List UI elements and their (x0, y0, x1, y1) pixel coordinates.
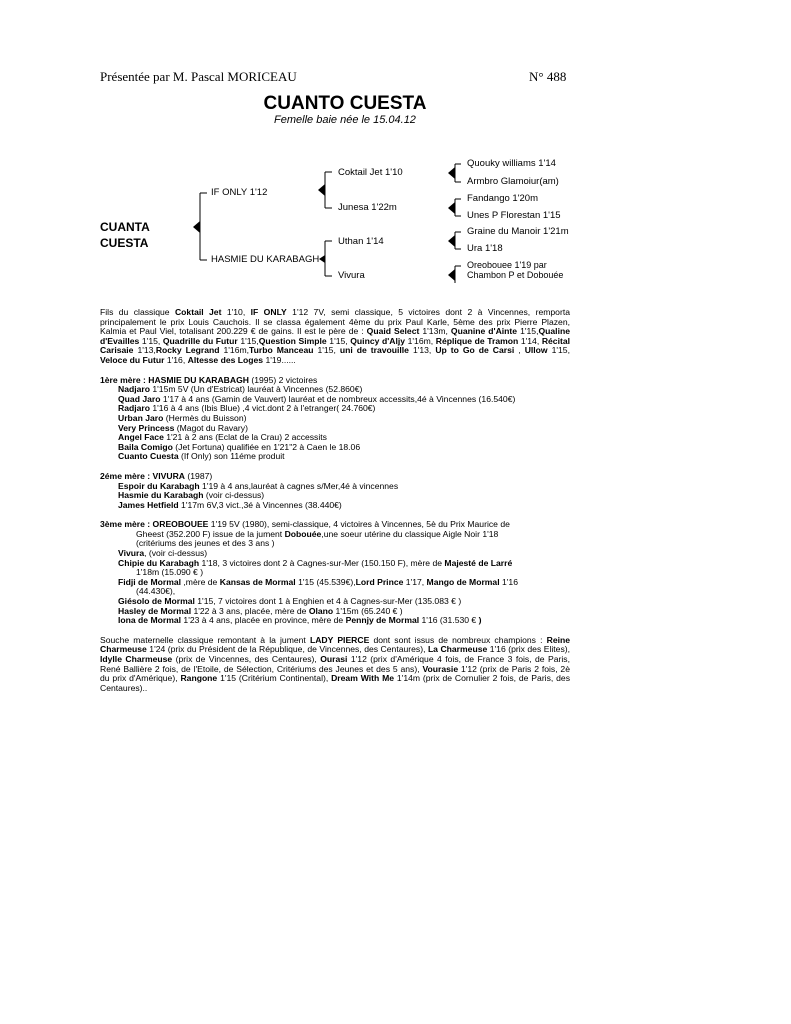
list-item: Giésolo de Mormal 1'15, 7 victoires dont 1 à Enghien et 4 à Cagnes-sur-Mer (135.083 € ) (118, 596, 462, 607)
sire-paragraph: Fils du classique Coktail Jet 1'10, IF ONLY 1'12 7V, semi classique, 5 victoires dont 2 à Vincennes, remporta principalement le prix Louis Cauchois. Il se classa également 4ème du prix Paul Karle, 5ème des prix Pierre Plazen, Kalmia et Paul Viel, totalisant 200.229 € de gains. Il est le père de : Quaid Select 1'13m, Quanine d'Ainte 1'15,Qualine d'Evailles 1'15, Quadrille du Futur 1'15,Question Simple 1'15, Quincy d'Aljy 1'16m, Réplique de Tramon 1'14, Récital Carisaie 1'13,Rocky Legrand 1'16m,Turbo Manceau 1'15, uni de travouille 1'13, Up to Go de Carsi , Ullow 1'15, Veloce du Futur 1'16, Altesse des Loges 1'19...... (100, 307, 570, 365)
pedigree-ggp-5: Graine du Manoir 1'21m (467, 226, 569, 237)
list-item: Vivura, (voir ci-dessus) (118, 548, 208, 559)
pedigree-dam-dam: Vivura (338, 270, 365, 281)
list-item: Angel Face 1'21 à 2 ans (Eclat de la Crau) 2 accessits (118, 432, 327, 443)
third-dam-heading: 3ème mère : OREOBOUEE 1'19 5V (1980), semi-classique, 4 victoires à Vincennes, 5è du Prix Maurice de (100, 519, 510, 530)
list-item: Iona de Mormal 1'23 à 4 ans, placée en province, mère de Pennjy de Mormal 1'16 (31.530 € ) (118, 615, 482, 626)
list-item: Baila Comigo (Jet Fortuna) qualifiée en 1'21"2 à Caen le 18.06 (118, 441, 361, 452)
second-dam-section (100, 472, 570, 510)
pedigree-dam-sire: Uthan 1'14 (338, 236, 384, 247)
list-item: Urban Jaro (Hermès du Buisson) (118, 412, 247, 423)
pedigree-ggp-7-line2: Chambon P et Dobouée (467, 269, 564, 280)
horse-name-title: CUANTO CUESTA (263, 93, 427, 114)
list-item: Espoir du Karabagh 1'19 à 4 ans,lauréat à cagnes s/Mer,4é à vincennes (118, 480, 399, 491)
pedigree-ggp-4: Unes P Florestan 1'15 (467, 210, 561, 221)
pedigree-ggp-3: Fandango 1'20m (467, 193, 539, 204)
first-dam-section (100, 376, 570, 462)
list-item: James Hetfield 1'17m 6V,3 vict.,3é à Vincennes (38.440€) (118, 499, 342, 510)
pedigree-sire: IF ONLY 1'12 (211, 187, 268, 198)
pedigree-root-line1: CUANTA (100, 220, 150, 234)
list-item-cont: (44.430€), (136, 586, 176, 597)
third-dam-section (100, 520, 570, 626)
list-item: Very Princess (Magot du Ravary) (118, 422, 248, 433)
pedigree-ggp-7-line1: Oreobouee 1'19 par (467, 260, 547, 270)
list-item: Cuanto Cuesta (If Only) son 11éme produit (118, 451, 285, 462)
pedigree-ggp-6: Ura 1'18 (467, 243, 503, 254)
third-dam-cont1: Gheest (352.200 F) issue de la jument Dobouée,une soeur utérine du classique Aigle Noir 1'18 (136, 528, 499, 539)
third-dam-cont2: (critériums des jeunes et des 3 ans ) (136, 538, 275, 549)
list-item: Radjaro 1'16 à 4 ans (Ibis Blue) ,4 vict.dont 2 à l'etranger( 24.760€) (118, 403, 376, 414)
horse-subtitle: Femelle baie née le 15.04.12 (274, 114, 416, 126)
list-item: Quad Jaro 1'17 à 4 ans (Gamin de Vauvert) lauréat et de nombreux accessits,4é à Vincennes (16.540€) (118, 393, 516, 404)
pedigree-tree-lines (0, 0, 791, 320)
pedigree-ggp-7 (467, 261, 563, 280)
list-item: Chipie du Karabagh 1'18, 3 victoires dont 2 à Cagnes-sur-Mer (150.150 F), mère de Majesté de Larré (118, 557, 513, 568)
list-item: Fidji de Mormal ,mère de Kansas de Mormal 1'15 (45.539€),Lord Prince 1'17, Mango de Mormal 1'16 (118, 576, 518, 587)
lot-number: N° 488 (529, 69, 567, 84)
list-item: Hasley de Mormal 1'22 à 3 ans, placée, mère de Olano 1'15m (65.240 € ) (118, 605, 403, 616)
list-item: Nadjaro 1'15m 5V (Un d'Estricat) lauréat à Vincennes (52.860€) (118, 384, 363, 395)
pedigree-dam: HASMIE DU KARABAGH (211, 254, 320, 265)
pedigree-sire-dam: Junesa 1'22m (338, 202, 397, 213)
pedigree-root-label (100, 219, 150, 251)
list-item: Hasmie du Karabagh (voir ci-dessus) (118, 490, 265, 501)
pedigree-ggp-1: Quouky williams 1'14 (467, 158, 556, 169)
pedigree-sire-sire: Coktail Jet 1'10 (338, 167, 403, 178)
presenter-line: Présentée par M. Pascal MORICEAU (100, 69, 297, 84)
second-dam-heading: 2éme mère : VIVURA (1987) (100, 470, 213, 481)
family-paragraph: Souche maternelle classique remontant à la jument LADY PIERCE dont sont issus de nombreux champions : Reine Charmeuse 1'24 (prix du Président de la République, de Vincennes, des Centaures), La Charmeuse 1'16 (prix des Elites), Idylle Charmeuse (prix de Vincennes, des Centaures), Ourasi 1'12 (prix d'Amérique 4 fois, de France 3 fois, de Paris, René Ballière 2 fois, de l'Etoile, de Sélection, Critériums des Jeunes et des 5 ans), Vourasie 1'12 (prix de Paris 2 fois, 2è du prix d'Amérique), Rangone 1'15 (Critérium Continental), Dream With Me 1'14m (prix de Cornulier 2 fois, de Paris, des Centaures).. (100, 634, 571, 693)
catalogue-body (100, 308, 570, 693)
first-dam-heading: 1ère mère : HASMIE DU KARABAGH (1995) 2 victoires (100, 374, 318, 385)
list-item-cont: 1'18m (15.090 € ) (136, 567, 204, 578)
pedigree-ggp-2: Armbro Glamoiur(am) (467, 176, 559, 187)
pedigree-root-line2: CUESTA (100, 236, 149, 250)
